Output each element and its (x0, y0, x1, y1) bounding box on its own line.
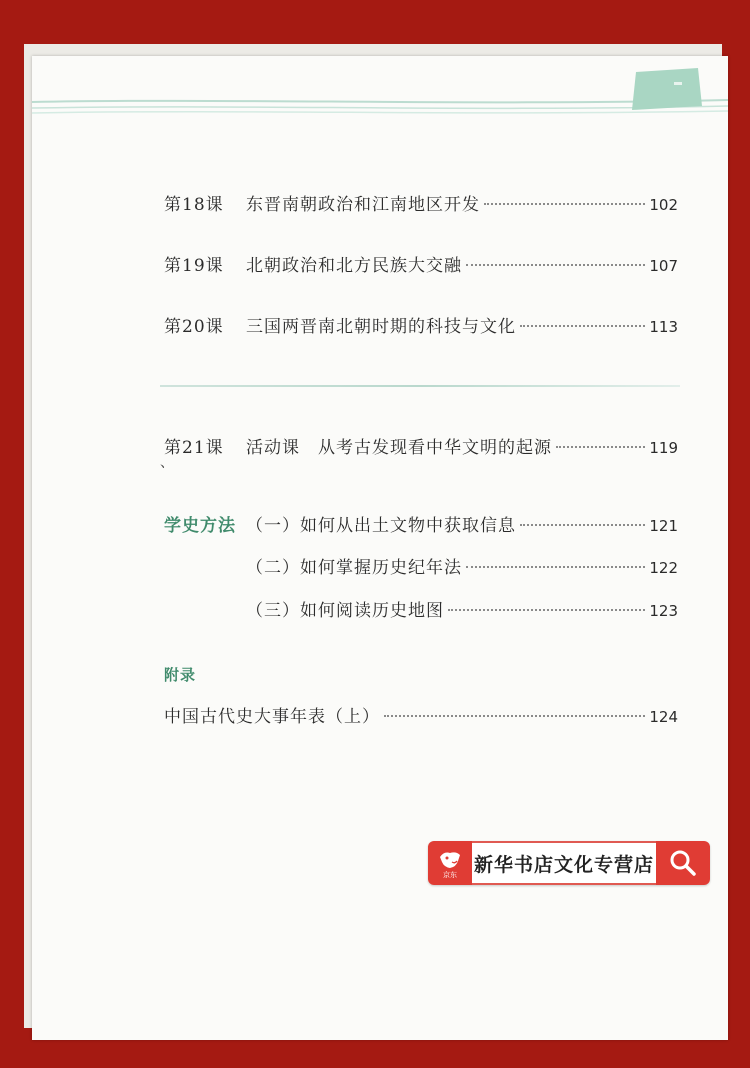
page-number: 102 (649, 196, 678, 214)
page-number: 123 (649, 602, 678, 620)
jd-logo-icon (428, 841, 472, 885)
method-title: （二）如何掌握历史纪年法 (246, 558, 462, 578)
lesson-number: 第20课 (164, 317, 224, 337)
page-number: 121 (649, 517, 678, 535)
appendix-heading: 附录 (164, 666, 197, 684)
toc-entry-lesson-18[interactable] (164, 190, 678, 215)
dot-leader (448, 609, 645, 611)
store-search-badge[interactable] (428, 841, 710, 885)
methods-heading: 学史方法 (164, 516, 236, 536)
toc-entry-lesson-20[interactable] (164, 312, 678, 337)
search-icon (668, 848, 698, 878)
dot-leader (466, 566, 645, 568)
page-number: 113 (649, 318, 678, 336)
header-decorative-lines (32, 96, 728, 120)
toc-entry-lesson-19[interactable] (164, 251, 678, 276)
toc-entry-method-3[interactable] (164, 596, 678, 621)
lesson-title: 东晋南朝政治和江南地区开发 (246, 195, 480, 215)
dog-logo-icon (432, 845, 468, 881)
lesson-number: 第21课 (164, 438, 224, 458)
method-title: （三）如何阅读历史地图 (246, 601, 444, 621)
dot-leader (384, 715, 645, 717)
stray-print-mark: 、 (160, 455, 174, 471)
page-number: 119 (649, 439, 678, 457)
lesson-title: 活动课 从考古发现看中华文明的起源 (246, 438, 552, 458)
toc-entry-lesson-21[interactable] (164, 433, 678, 458)
lesson-title: 北朝政治和北方民族大交融 (246, 256, 462, 276)
search-button[interactable] (656, 841, 710, 885)
method-title: （一）如何从出土文物中获取信息 (246, 516, 516, 536)
toc-entry-method-2[interactable] (164, 553, 678, 578)
lesson-title: 三国两晋南北朝时期的科技与文化 (246, 317, 516, 337)
logo-caption: 京东 (443, 871, 457, 879)
dot-leader (466, 264, 645, 266)
section-divider (160, 385, 680, 387)
dot-leader (520, 524, 645, 526)
header-tab-decoration (628, 68, 704, 110)
toc-entry-method-1[interactable] (164, 511, 678, 536)
dot-leader (520, 325, 645, 327)
page-number: 107 (649, 257, 678, 275)
page-number: 124 (649, 708, 678, 726)
page-number: 122 (649, 559, 678, 577)
toc-entry-appendix-1[interactable] (164, 702, 678, 727)
dot-leader (484, 203, 645, 205)
lesson-number: 第19课 (164, 256, 224, 276)
store-name: 新华书店文化专营店 (472, 841, 656, 885)
appendix-item-title: 中国古代史大事年表（上） (164, 707, 380, 727)
dot-leader (556, 446, 645, 448)
lesson-number: 第18课 (164, 195, 224, 215)
